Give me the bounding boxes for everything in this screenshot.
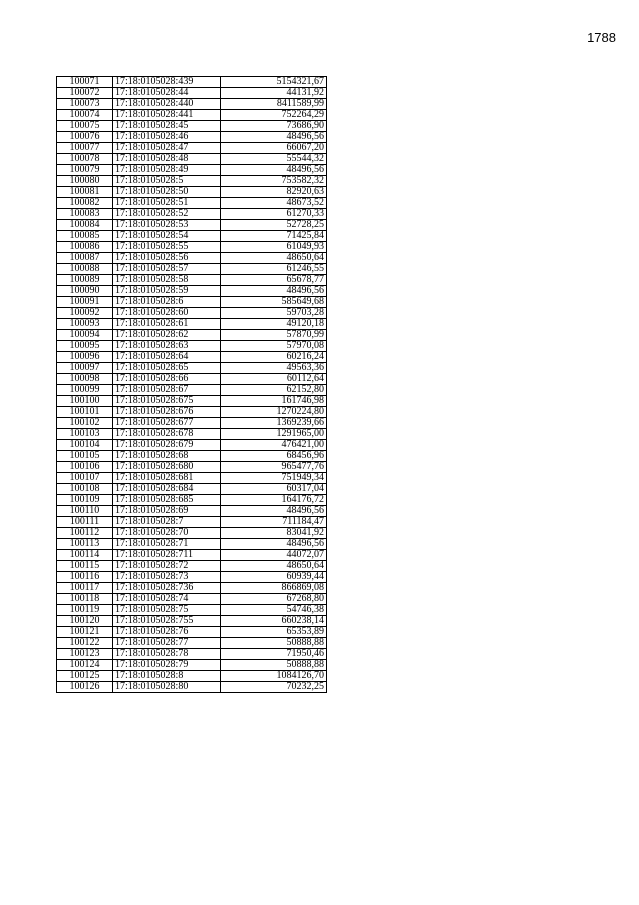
row-number-cell: 100088 (57, 264, 113, 275)
row-number-cell: 100101 (57, 407, 113, 418)
table-row (57, 660, 327, 671)
row-number-cell: 100081 (57, 187, 113, 198)
table-row (57, 154, 327, 165)
cadastral-number-cell: 17:18:0105028:68 (113, 451, 221, 462)
cadastral-number-cell: 17:18:0105028:75 (113, 605, 221, 616)
table-row (57, 330, 327, 341)
row-number-cell: 100111 (57, 517, 113, 528)
row-number-cell: 100125 (57, 671, 113, 682)
table-row (57, 385, 327, 396)
table-row (57, 77, 327, 88)
cadastral-number-cell: 17:18:0105028:55 (113, 242, 221, 253)
row-number-cell: 100118 (57, 594, 113, 605)
cadastral-value-cell: 66067,20 (221, 143, 327, 154)
cadastral-value-cell: 48496,56 (221, 165, 327, 176)
cadastral-number-cell: 17:18:0105028:78 (113, 649, 221, 660)
table-row (57, 473, 327, 484)
cadastral-number-cell: 17:18:0105028:57 (113, 264, 221, 275)
row-number-cell: 100097 (57, 363, 113, 374)
table-row (57, 462, 327, 473)
cadastral-value-cell: 52728,25 (221, 220, 327, 231)
cadastral-value-cell: 71425,84 (221, 231, 327, 242)
row-number-cell: 100099 (57, 385, 113, 396)
row-number-cell: 100109 (57, 495, 113, 506)
row-number-cell: 100108 (57, 484, 113, 495)
table-row (57, 550, 327, 561)
row-number-cell: 100079 (57, 165, 113, 176)
cadastral-number-cell: 17:18:0105028:685 (113, 495, 221, 506)
cadastral-value-cell: 82920,63 (221, 187, 327, 198)
table-row (57, 308, 327, 319)
cadastral-value-cell: 44072,07 (221, 550, 327, 561)
cadastral-value-cell: 8411589,99 (221, 99, 327, 110)
row-number-cell: 100123 (57, 649, 113, 660)
cadastral-number-cell: 17:18:0105028:755 (113, 616, 221, 627)
cadastral-value-cell: 61270,33 (221, 209, 327, 220)
row-number-cell: 100083 (57, 209, 113, 220)
row-number-cell: 100105 (57, 451, 113, 462)
cadastral-number-cell: 17:18:0105028:74 (113, 594, 221, 605)
row-number-cell: 100094 (57, 330, 113, 341)
cadastral-number-cell: 17:18:0105028:67 (113, 385, 221, 396)
cadastral-number-cell: 17:18:0105028:8 (113, 671, 221, 682)
table-row (57, 561, 327, 572)
table-row (57, 407, 327, 418)
row-number-cell: 100084 (57, 220, 113, 231)
table-row (57, 286, 327, 297)
cadastral-value-table (56, 76, 327, 693)
row-number-cell: 100071 (57, 77, 113, 88)
table-row (57, 121, 327, 132)
cadastral-number-cell: 17:18:0105028:684 (113, 484, 221, 495)
row-number-cell: 100073 (57, 99, 113, 110)
page-number: 1788 (587, 30, 616, 45)
row-number-cell: 100095 (57, 341, 113, 352)
cadastral-number-cell: 17:18:0105028:51 (113, 198, 221, 209)
cadastral-number-cell: 17:18:0105028:60 (113, 308, 221, 319)
cadastral-value-cell: 65353,89 (221, 627, 327, 638)
row-number-cell: 100077 (57, 143, 113, 154)
cadastral-value-cell: 1084126,70 (221, 671, 327, 682)
cadastral-number-cell: 17:18:0105028:677 (113, 418, 221, 429)
cadastral-value-cell: 49120,18 (221, 319, 327, 330)
cadastral-number-cell: 17:18:0105028:80 (113, 682, 221, 693)
row-number-cell: 100112 (57, 528, 113, 539)
cadastral-number-cell: 17:18:0105028:46 (113, 132, 221, 143)
row-number-cell: 100078 (57, 154, 113, 165)
row-number-cell: 100075 (57, 121, 113, 132)
cadastral-value-cell: 48496,56 (221, 539, 327, 550)
cadastral-value-cell: 751949,34 (221, 473, 327, 484)
cadastral-number-cell: 17:18:0105028:64 (113, 352, 221, 363)
cadastral-number-cell: 17:18:0105028:45 (113, 121, 221, 132)
row-number-cell: 100086 (57, 242, 113, 253)
cadastral-number-cell: 17:18:0105028:79 (113, 660, 221, 671)
row-number-cell: 100114 (57, 550, 113, 561)
cadastral-value-cell: 68456,96 (221, 451, 327, 462)
table-row (57, 649, 327, 660)
table-row (57, 363, 327, 374)
cadastral-number-cell: 17:18:0105028:680 (113, 462, 221, 473)
cadastral-number-cell: 17:18:0105028:72 (113, 561, 221, 572)
row-number-cell: 100116 (57, 572, 113, 583)
table-row (57, 418, 327, 429)
cadastral-value-cell: 48673,52 (221, 198, 327, 209)
cadastral-value-cell: 161746,98 (221, 396, 327, 407)
cadastral-value-cell: 61049,93 (221, 242, 327, 253)
table-row (57, 506, 327, 517)
cadastral-number-cell: 17:18:0105028:681 (113, 473, 221, 484)
table-row (57, 616, 327, 627)
row-number-cell: 100126 (57, 682, 113, 693)
table-row (57, 594, 327, 605)
cadastral-value-cell: 67268,80 (221, 594, 327, 605)
cadastral-number-cell: 17:18:0105028:5 (113, 176, 221, 187)
cadastral-number-cell: 17:18:0105028:676 (113, 407, 221, 418)
cadastral-value-cell: 57870,99 (221, 330, 327, 341)
cadastral-value-cell: 711184,47 (221, 517, 327, 528)
table-row (57, 517, 327, 528)
cadastral-number-cell: 17:18:0105028:736 (113, 583, 221, 594)
row-number-cell: 100121 (57, 627, 113, 638)
row-number-cell: 100087 (57, 253, 113, 264)
cadastral-number-cell: 17:18:0105028:44 (113, 88, 221, 99)
table-row (57, 451, 327, 462)
table-row (57, 165, 327, 176)
cadastral-value-cell: 965477,76 (221, 462, 327, 473)
cadastral-value-cell: 48650,64 (221, 253, 327, 264)
cadastral-value-cell: 1369239,66 (221, 418, 327, 429)
table-row (57, 341, 327, 352)
row-number-cell: 100113 (57, 539, 113, 550)
cadastral-value-cell: 70232,25 (221, 682, 327, 693)
cadastral-number-cell: 17:18:0105028:675 (113, 396, 221, 407)
row-number-cell: 100119 (57, 605, 113, 616)
cadastral-value-cell: 73686,90 (221, 121, 327, 132)
table-row (57, 187, 327, 198)
table-body (57, 77, 327, 693)
table-row (57, 264, 327, 275)
cadastral-number-cell: 17:18:0105028:69 (113, 506, 221, 517)
table-row (57, 671, 327, 682)
row-number-cell: 100100 (57, 396, 113, 407)
cadastral-value-cell: 61246,55 (221, 264, 327, 275)
table-row (57, 319, 327, 330)
table-row (57, 143, 327, 154)
cadastral-value-cell: 50888,88 (221, 638, 327, 649)
row-number-cell: 100076 (57, 132, 113, 143)
cadastral-value-cell: 585649,68 (221, 297, 327, 308)
row-number-cell: 100080 (57, 176, 113, 187)
row-number-cell: 100074 (57, 110, 113, 121)
cadastral-value-cell: 59703,28 (221, 308, 327, 319)
table-row (57, 528, 327, 539)
row-number-cell: 100098 (57, 374, 113, 385)
cadastral-value-cell: 65678,77 (221, 275, 327, 286)
row-number-cell: 100089 (57, 275, 113, 286)
cadastral-value-cell: 5154321,67 (221, 77, 327, 88)
table-row (57, 396, 327, 407)
cadastral-value-cell: 71950,46 (221, 649, 327, 660)
cadastral-number-cell: 17:18:0105028:66 (113, 374, 221, 385)
cadastral-number-cell: 17:18:0105028:6 (113, 297, 221, 308)
cadastral-value-cell: 50888,88 (221, 660, 327, 671)
cadastral-number-cell: 17:18:0105028:439 (113, 77, 221, 88)
cadastral-number-cell: 17:18:0105028:65 (113, 363, 221, 374)
row-number-cell: 100072 (57, 88, 113, 99)
row-number-cell: 100102 (57, 418, 113, 429)
cadastral-value-cell: 476421,00 (221, 440, 327, 451)
cadastral-value-cell: 44131,92 (221, 88, 327, 99)
row-number-cell: 100115 (57, 561, 113, 572)
row-number-cell: 100085 (57, 231, 113, 242)
row-number-cell: 100120 (57, 616, 113, 627)
row-number-cell: 100110 (57, 506, 113, 517)
row-number-cell: 100122 (57, 638, 113, 649)
cadastral-number-cell: 17:18:0105028:71 (113, 539, 221, 550)
cadastral-value-cell: 57970,08 (221, 341, 327, 352)
table-row (57, 638, 327, 649)
cadastral-number-cell: 17:18:0105028:49 (113, 165, 221, 176)
table-row (57, 297, 327, 308)
table-row (57, 209, 327, 220)
cadastral-number-cell: 17:18:0105028:61 (113, 319, 221, 330)
table-row (57, 242, 327, 253)
table-row (57, 374, 327, 385)
cadastral-number-cell: 17:18:0105028:73 (113, 572, 221, 583)
table-row (57, 605, 327, 616)
cadastral-value-cell: 60317,04 (221, 484, 327, 495)
cadastral-value-cell: 60216,24 (221, 352, 327, 363)
cadastral-number-cell: 17:18:0105028:678 (113, 429, 221, 440)
table-row (57, 627, 327, 638)
cadastral-value-cell: 55544,32 (221, 154, 327, 165)
cadastral-number-cell: 17:18:0105028:711 (113, 550, 221, 561)
cadastral-value-cell: 164176,72 (221, 495, 327, 506)
table-row (57, 682, 327, 693)
cadastral-number-cell: 17:18:0105028:47 (113, 143, 221, 154)
cadastral-number-cell: 17:18:0105028:77 (113, 638, 221, 649)
cadastral-value-cell: 1270224,80 (221, 407, 327, 418)
cadastral-value-cell: 54746,38 (221, 605, 327, 616)
cadastral-number-cell: 17:18:0105028:440 (113, 99, 221, 110)
table-row (57, 198, 327, 209)
table-row (57, 440, 327, 451)
cadastral-number-cell: 17:18:0105028:441 (113, 110, 221, 121)
table-row (57, 253, 327, 264)
cadastral-number-cell: 17:18:0105028:53 (113, 220, 221, 231)
cadastral-value-cell: 60112,64 (221, 374, 327, 385)
row-number-cell: 100092 (57, 308, 113, 319)
cadastral-value-cell: 753582,32 (221, 176, 327, 187)
cadastral-value-cell: 660238,14 (221, 616, 327, 627)
cadastral-number-cell: 17:18:0105028:59 (113, 286, 221, 297)
cadastral-number-cell: 17:18:0105028:52 (113, 209, 221, 220)
table-row (57, 220, 327, 231)
row-number-cell: 100117 (57, 583, 113, 594)
table-row (57, 572, 327, 583)
cadastral-value-cell: 60939,44 (221, 572, 327, 583)
cadastral-number-cell: 17:18:0105028:48 (113, 154, 221, 165)
cadastral-value-cell: 1291965,00 (221, 429, 327, 440)
table-row (57, 88, 327, 99)
cadastral-number-cell: 17:18:0105028:50 (113, 187, 221, 198)
row-number-cell: 100090 (57, 286, 113, 297)
row-number-cell: 100093 (57, 319, 113, 330)
row-number-cell: 100103 (57, 429, 113, 440)
row-number-cell: 100096 (57, 352, 113, 363)
cadastral-number-cell: 17:18:0105028:58 (113, 275, 221, 286)
cadastral-value-cell: 48496,56 (221, 132, 327, 143)
table-row (57, 352, 327, 363)
table-row (57, 429, 327, 440)
row-number-cell: 100107 (57, 473, 113, 484)
row-number-cell: 100104 (57, 440, 113, 451)
cadastral-number-cell: 17:18:0105028:63 (113, 341, 221, 352)
table-row (57, 484, 327, 495)
cadastral-number-cell: 17:18:0105028:76 (113, 627, 221, 638)
cadastral-value-cell: 48496,56 (221, 506, 327, 517)
cadastral-value-cell: 48650,64 (221, 561, 327, 572)
table-row (57, 583, 327, 594)
cadastral-value-cell: 866869,08 (221, 583, 327, 594)
table-row (57, 275, 327, 286)
cadastral-number-cell: 17:18:0105028:679 (113, 440, 221, 451)
cadastral-value-cell: 49563,36 (221, 363, 327, 374)
cadastral-value-cell: 62152,80 (221, 385, 327, 396)
table-row (57, 110, 327, 121)
cadastral-number-cell: 17:18:0105028:56 (113, 253, 221, 264)
table-row (57, 132, 327, 143)
cadastral-value-cell: 752264,29 (221, 110, 327, 121)
cadastral-number-cell: 17:18:0105028:62 (113, 330, 221, 341)
cadastral-number-cell: 17:18:0105028:70 (113, 528, 221, 539)
table-row (57, 495, 327, 506)
cadastral-number-cell: 17:18:0105028:7 (113, 517, 221, 528)
row-number-cell: 100124 (57, 660, 113, 671)
table-row (57, 176, 327, 187)
cadastral-value-cell: 83041,92 (221, 528, 327, 539)
row-number-cell: 100082 (57, 198, 113, 209)
table-row (57, 99, 327, 110)
cadastral-number-cell: 17:18:0105028:54 (113, 231, 221, 242)
row-number-cell: 100091 (57, 297, 113, 308)
table-row (57, 231, 327, 242)
table-row (57, 539, 327, 550)
cadastral-value-cell: 48496,56 (221, 286, 327, 297)
row-number-cell: 100106 (57, 462, 113, 473)
